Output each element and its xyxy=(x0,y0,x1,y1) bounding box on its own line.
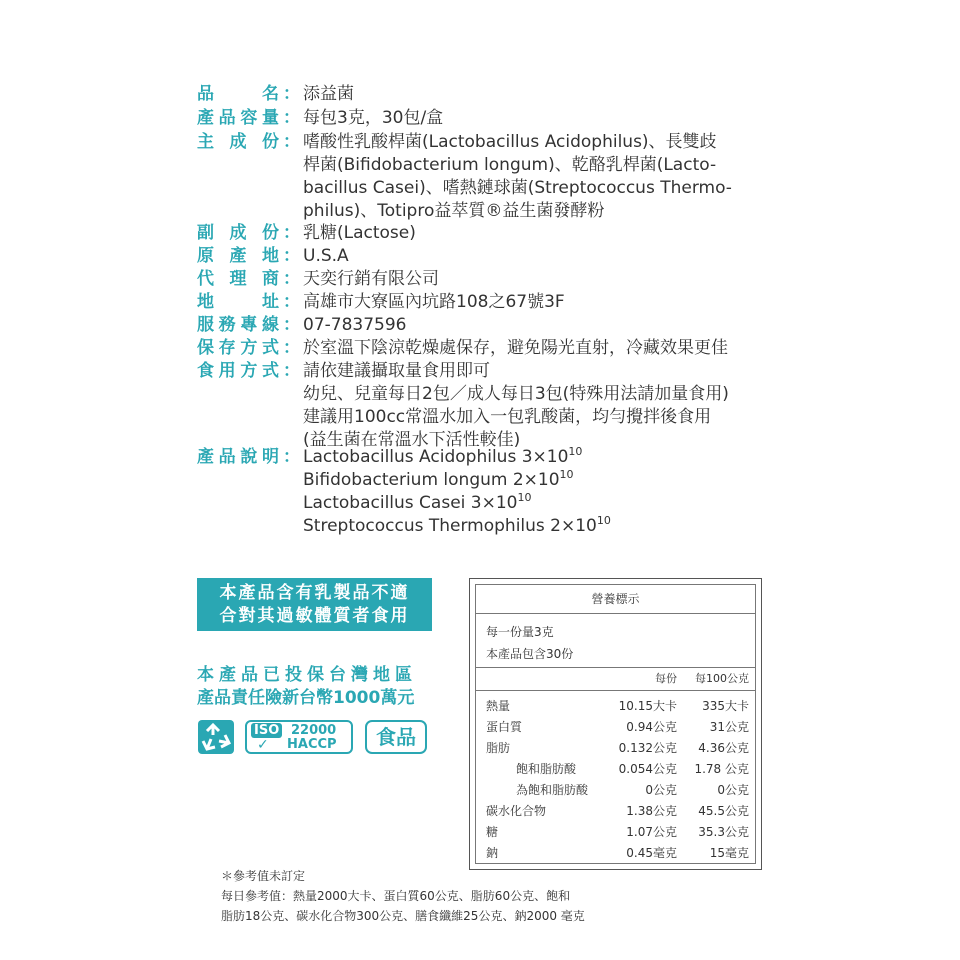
column-header-per-100g: 每100公克 xyxy=(695,672,749,685)
spec-value: 添益菌 xyxy=(303,84,354,104)
value-per-serving: 1.07公克 xyxy=(626,825,677,839)
insurance-line: 本產品已投保台灣地區 xyxy=(197,665,417,685)
value-per-serving: 0.054公克 xyxy=(618,762,677,776)
value-per-100g: 4.36公克 xyxy=(698,741,749,755)
exponent: 10 xyxy=(596,514,611,527)
value-per-serving: 0.94公克 xyxy=(626,720,677,734)
value-per-100g: 335大卡 xyxy=(702,699,749,713)
ingredient-line: 桿菌(Bifidobacterium longum)、乾酪乳桿菌(Lacto- xyxy=(303,155,717,175)
serving-size: 每一份量3克 xyxy=(486,625,554,639)
nutrition-row xyxy=(476,738,755,759)
usage-line: 請依建議攝取量食用即可 xyxy=(303,361,490,381)
spec-label: 產品說明 xyxy=(197,447,279,467)
ingredient-line: philus)、Totipro益萃質®益生菌發酵粉 xyxy=(303,201,605,221)
spec-label: 品名 xyxy=(197,84,279,104)
microbe-line: Bifidobacterium longum $2\times 10^{10}$ xyxy=(303,468,574,490)
colon: ： xyxy=(283,315,300,335)
spec-label: 保存方式 xyxy=(197,338,279,358)
spec-value: U.S.A xyxy=(303,246,349,266)
value-per-100g: 31公克 xyxy=(709,720,749,734)
notice-line: 合對其過敏體質者食用 xyxy=(219,606,410,626)
divider xyxy=(476,667,755,668)
certification-icons xyxy=(197,719,437,757)
value-per-serving: 10.15大卡 xyxy=(618,699,677,713)
exponent: 10 xyxy=(568,445,583,458)
spec-label: 代理商 xyxy=(197,269,279,289)
nutrient-name: 鈉 xyxy=(486,846,499,860)
spec-value: 07-7837596 xyxy=(303,315,407,335)
colon: ： xyxy=(283,447,300,467)
value-per-serving: 0公克 xyxy=(645,783,677,797)
colon: ： xyxy=(283,292,300,312)
nutrition-row xyxy=(476,801,755,822)
value-per-100g: 1.78 公克 xyxy=(694,762,749,776)
microbe-line: Lactobacillus Acidophilus $3\times 10^{10}$ xyxy=(303,445,583,467)
nutrition-row xyxy=(476,696,755,717)
allergy-notice xyxy=(197,578,432,631)
nutrition-row xyxy=(476,717,755,738)
iso-haccp-badge xyxy=(245,720,353,754)
nutrition-table xyxy=(469,578,762,870)
iso-number: 22000 xyxy=(291,723,337,738)
microbe-line: Streptococcus Thermophilus $2\times 10^{10}$ xyxy=(303,514,611,536)
ingredient-line: 嗜酸性乳酸桿菌(Lactobacillus Acidophilus)、長雙歧 xyxy=(303,132,717,152)
servings-count: 本產品包含30份 xyxy=(486,647,574,661)
value-per-serving: 1.38公克 xyxy=(626,804,677,818)
footnote xyxy=(221,866,585,926)
spec-label: 副成份 xyxy=(197,223,279,243)
divider xyxy=(476,690,755,691)
colon: ： xyxy=(283,338,300,358)
microbe-line: Lactobacillus Casei $3\times 10^{10}$ xyxy=(303,491,532,513)
spec-value: 每包3克，30包/盒 xyxy=(303,108,444,128)
colon: ： xyxy=(283,269,300,289)
spec-value xyxy=(303,360,773,452)
food-badge: 食品 xyxy=(365,720,427,754)
nutrition-title: 營養標示 xyxy=(476,585,755,614)
exponent: 10 xyxy=(559,468,574,481)
spec-value xyxy=(303,131,773,223)
check-icon: ✓ xyxy=(257,737,269,753)
nutrition-row xyxy=(476,822,755,843)
nutrient-name: 熱量 xyxy=(486,699,511,713)
nutrition-row xyxy=(476,780,755,801)
spec-label: 主成份 xyxy=(197,132,279,152)
nutrient-name: 糖 xyxy=(486,825,499,839)
value-per-100g: 45.5公克 xyxy=(698,804,749,818)
exponent: 10 xyxy=(517,491,532,504)
spec-label: 地址 xyxy=(197,292,279,312)
spec-label: 原產地 xyxy=(197,246,279,266)
ingredient-line: bacillus Casei)、嗜熱鏈球菌(Streptococcus Thermo- xyxy=(303,178,732,198)
value-per-100g: 0公克 xyxy=(717,783,749,797)
footnote-line: ＊參考值未訂定 xyxy=(221,869,306,883)
usage-line: 幼兒、兒童每日2包／成人每日3包(特殊用法請加量食用) xyxy=(303,384,729,404)
insurance-note xyxy=(197,664,417,710)
spec-value: 天奕行銷有限公司 xyxy=(303,269,439,289)
nutrient-name: 蛋白質 xyxy=(486,720,523,734)
recycle-icon xyxy=(197,719,235,755)
nutrient-name: 碳水化合物 xyxy=(486,804,547,818)
spec-label: 產品容量 xyxy=(197,108,279,128)
value-per-100g: 35.3公克 xyxy=(698,825,749,839)
spec-value: 於室溫下陰涼乾燥處保存，避免陽光直射，冷藏效果更佳 xyxy=(303,338,728,358)
nutrition-inner xyxy=(475,584,756,864)
spec-label: 服務專線 xyxy=(197,315,279,335)
value-per-serving: 0.45毫克 xyxy=(626,846,677,860)
colon: ： xyxy=(283,132,300,152)
nutrition-row xyxy=(476,759,755,780)
iso-label: ISO xyxy=(251,723,282,738)
colon: ： xyxy=(283,108,300,128)
usage-line: 建議用100cc常溫水加入一包乳酸菌，均勻攪拌後食用 xyxy=(303,407,712,427)
insurance-line: 產品責任險新台幣1000萬元 xyxy=(197,688,415,708)
notice-line: 本產品含有乳製品不適 xyxy=(219,583,410,603)
usage-line: (益生菌在常溫水下活性較佳) xyxy=(303,430,521,450)
colon: ： xyxy=(283,84,300,104)
value-per-serving: 0.132公克 xyxy=(618,741,677,755)
spec-label: 食用方式 xyxy=(197,361,279,381)
colon: ： xyxy=(283,361,300,381)
spec-value xyxy=(303,446,773,538)
colon: ： xyxy=(283,246,300,266)
column-header-per-serving: 每份 xyxy=(655,672,677,685)
value-per-100g: 15毫克 xyxy=(709,846,749,860)
footnote-line: 每日參考值：熱量2000大卡、蛋白質60公克、脂肪60公克、飽和 xyxy=(221,889,571,903)
spec-value: 高雄市大寮區內坑路108之67號3F xyxy=(303,292,565,312)
nutrient-name: 脂肪 xyxy=(486,741,511,755)
spec-value: 乳糖(Lactose) xyxy=(303,223,416,243)
haccp-label: HACCP xyxy=(287,737,337,752)
serving-info xyxy=(486,621,573,665)
footnote-line: 脂肪18公克、碳水化合物300公克、膳食纖維25公克、鈉2000 毫克 xyxy=(221,909,585,923)
nutrition-row xyxy=(476,843,755,864)
nutrient-name: 為飽和脂肪酸 xyxy=(516,783,589,797)
nutrient-name: 飽和脂肪酸 xyxy=(516,762,577,776)
colon: ： xyxy=(283,223,300,243)
